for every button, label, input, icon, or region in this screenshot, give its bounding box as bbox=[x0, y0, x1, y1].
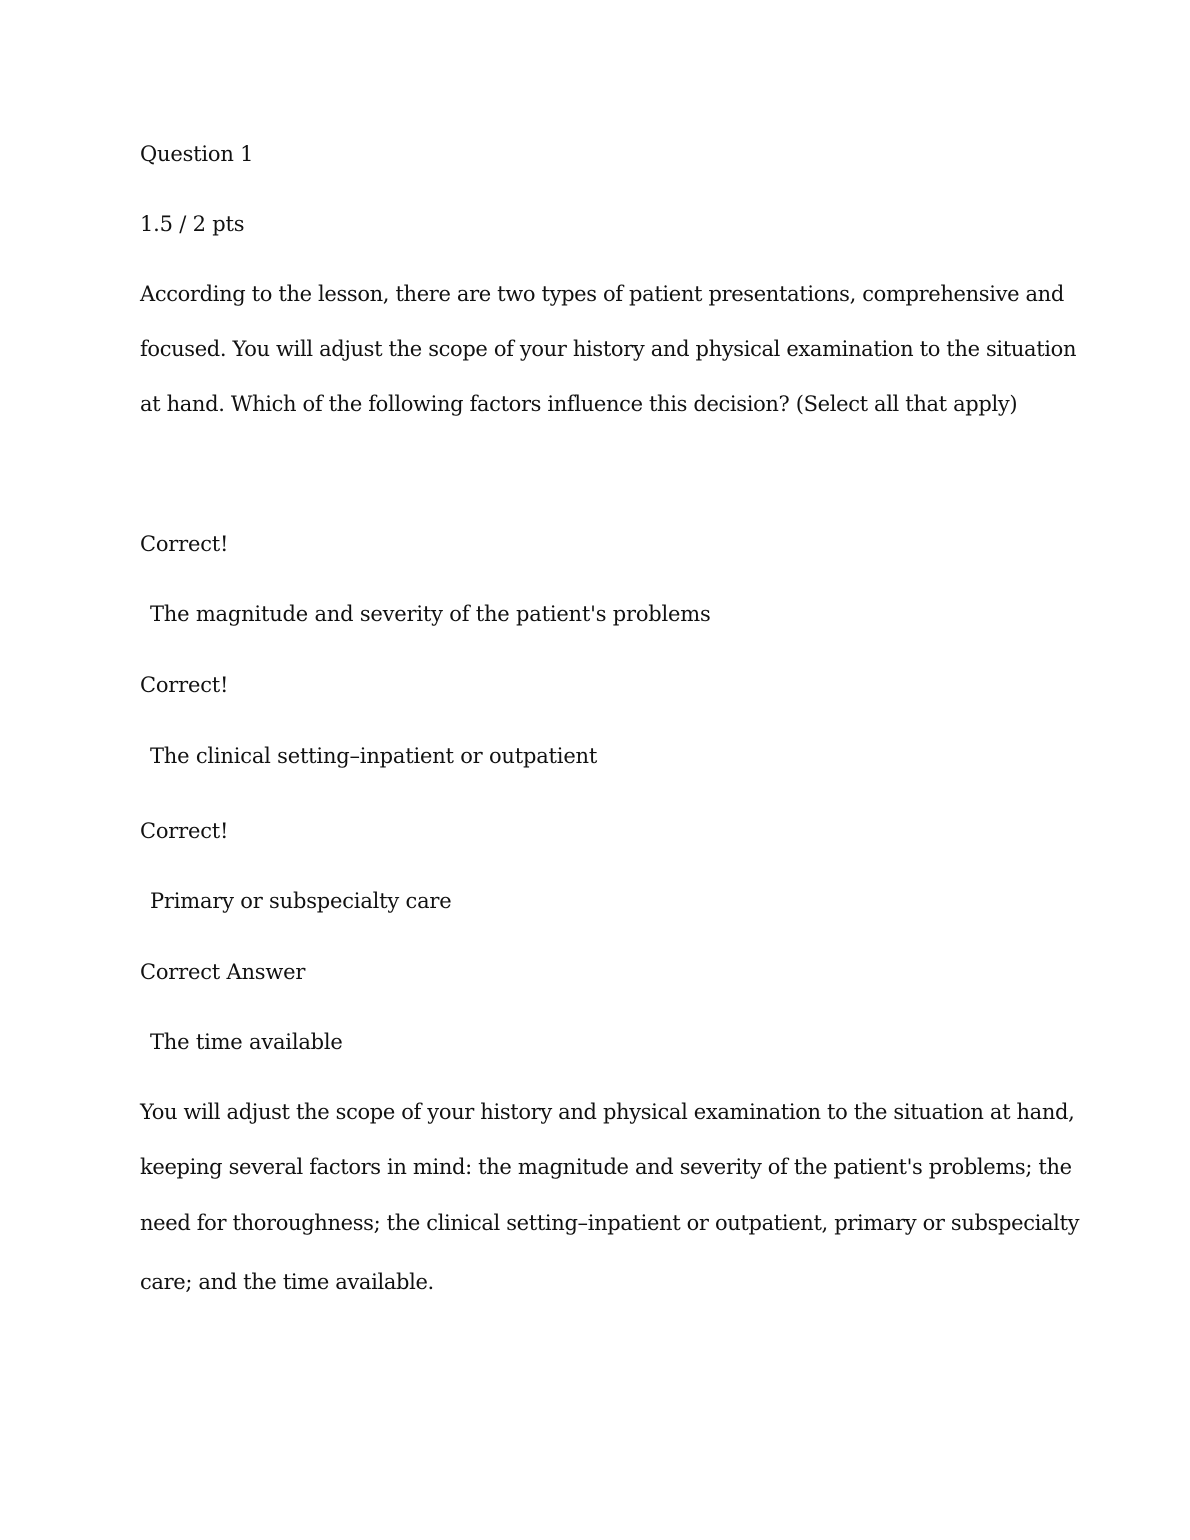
prompt-line: focused. You will adjust the scope of your history and physical examination to the situation bbox=[140, 337, 1077, 361]
question-score: 1.5 / 2 pts bbox=[140, 212, 245, 236]
answer-option: Primary or subspecialty care bbox=[150, 889, 452, 913]
answer-status: Correct! bbox=[140, 819, 229, 843]
answer-status: Correct! bbox=[140, 673, 229, 697]
answer-option: The magnitude and severity of the patient's problems bbox=[150, 602, 711, 626]
question-title: Question 1 bbox=[140, 142, 254, 166]
prompt-line: at hand. Which of the following factors influence this decision? (Select all that apply) bbox=[140, 392, 1018, 416]
explanation-line: You will adjust the scope of your history and physical examination to the situation at hand, bbox=[140, 1100, 1075, 1124]
explanation-line: keeping several factors in mind: the magnitude and severity of the patient's problems; the bbox=[140, 1155, 1072, 1179]
answer-status: Correct! bbox=[140, 532, 229, 556]
answer-option: The time available bbox=[150, 1030, 343, 1054]
explanation-line: need for thoroughness; the clinical setting–inpatient or outpatient, primary or subspecialty bbox=[140, 1211, 1080, 1235]
prompt-line: According to the lesson, there are two types of patient presentations, comprehensive and bbox=[140, 282, 1064, 306]
explanation-line: care; and the time available. bbox=[140, 1270, 434, 1294]
answer-status: Correct Answer bbox=[140, 960, 306, 984]
answer-option: The clinical setting–inpatient or outpatient bbox=[150, 744, 598, 768]
